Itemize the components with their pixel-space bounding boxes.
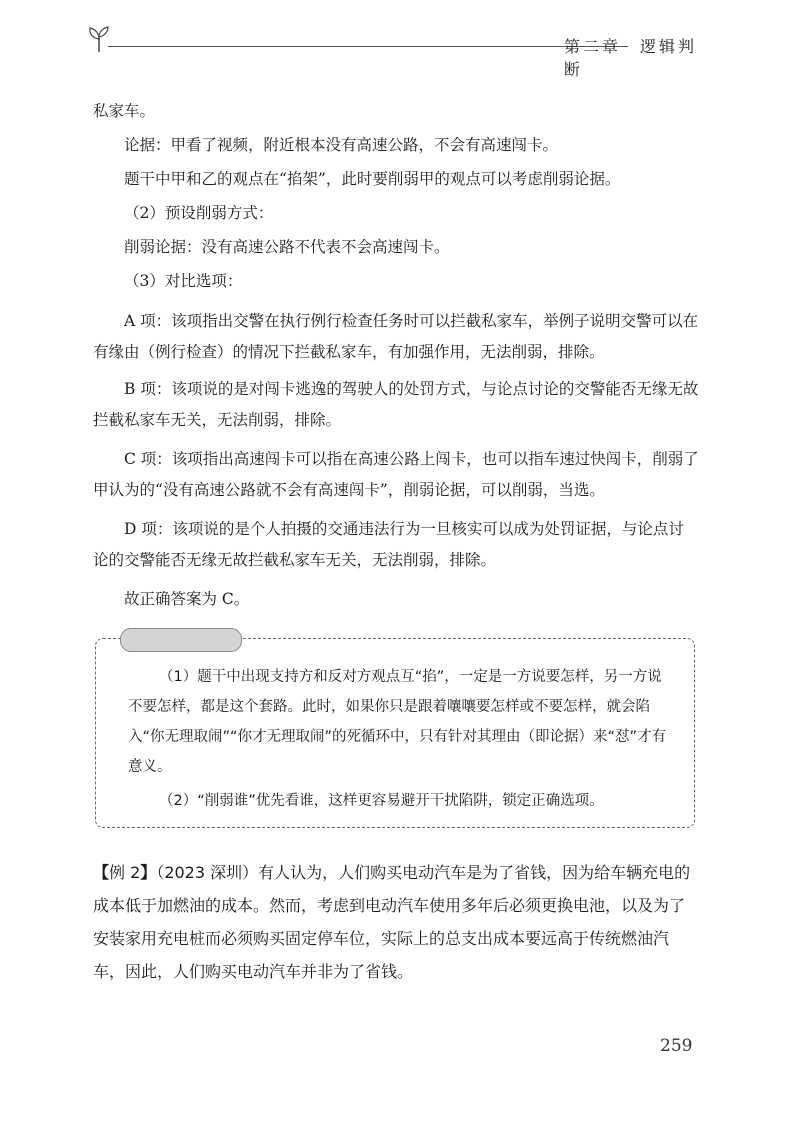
paragraph-weaken-method: 削弱论据：没有高速公路不代表不会高速闯卡。 <box>124 238 450 256</box>
paragraph-step-3: （3）对比选项： <box>124 272 243 290</box>
paragraph-analysis: 题干中甲和乙的观点在“掐架”，此时要削弱甲的观点可以考虑削弱论据。 <box>124 170 621 188</box>
option-d: D 项：该项说的是个人拍摄的交通违法行为一旦核实可以成为处罚证据，与论点讨论的交警能否无缘无故拦截私家车无关，无法削弱，排除。 <box>93 520 684 569</box>
tip-1: （1）题干中出现支持方和反对方观点互“掐”，一定是一方说要怎样，另一方说不要怎样，都是这个套路。此时，如果你只是跟着嚷嚷要怎样或不要怎样，就会陷入“你无理取闹”“你才无理取闹”的死循环中，只有针对其理由（即论据）来“怼”才有意义。 <box>128 669 667 775</box>
option-c: C 项：该项指出高速闯卡可以指在高速公路上闯卡，也可以指车速过快闯卡，削弱了甲认为的“没有高速公路就不会有高速闯卡”，削弱论据，可以削弱，当选。 <box>93 450 699 499</box>
tips-badge <box>120 628 242 652</box>
page-header <box>86 24 706 79</box>
example-bracket-close: 】 <box>140 863 157 882</box>
page-number: 259 <box>660 1036 693 1056</box>
example-text: 有人认为，人们购买电动汽车是为了省钱，因为给车辆充电的成本低于加燃油的成本。然而，考虑到电动汽车使用多年后必须更换电池，以及为了安装家用充电桩而必须购买固定停车位，实际上的总支出成本要远高于传统燃油汽车，因此，人们购买电动汽车并非为了省钱。 <box>93 863 691 981</box>
example-bracket-open: 【 <box>93 863 110 882</box>
sprout-icon <box>86 24 112 54</box>
tip-2: （2）“削弱谁”优先看谁，这样更容易避开干扰陷阱，锁定正确选项。 <box>159 793 604 809</box>
paragraph-continuation: 私家车。 <box>93 102 156 120</box>
chapter-title: 第二章 逻辑判断 <box>564 37 698 79</box>
answer-line: 故正确答案为 C。 <box>124 590 250 608</box>
option-b: B 项：该项说的是对闯卡逃逸的驾驶人的处罚方式，与论点讨论的交警能否无缘无故拦截私家车无关，无法削弱，排除。 <box>93 380 699 429</box>
header-rule <box>108 46 628 47</box>
example-label: 例 2 <box>109 863 141 882</box>
example-question <box>93 856 699 988</box>
example-source: （2023 深圳） <box>156 863 259 882</box>
paragraph-step-2: （2）预设削弱方式： <box>124 204 274 222</box>
option-a: A 项：该项指出交警在执行例行检查任务时可以拦截私家车，举例子说明交警可以在有缘由（例行检查）的情况下拦截私家车，有加强作用，无法削弱，排除。 <box>93 312 699 361</box>
paragraph-argument: 论据：甲看了视频，附近根本没有高速公路，不会有高速闯卡。 <box>124 136 559 154</box>
